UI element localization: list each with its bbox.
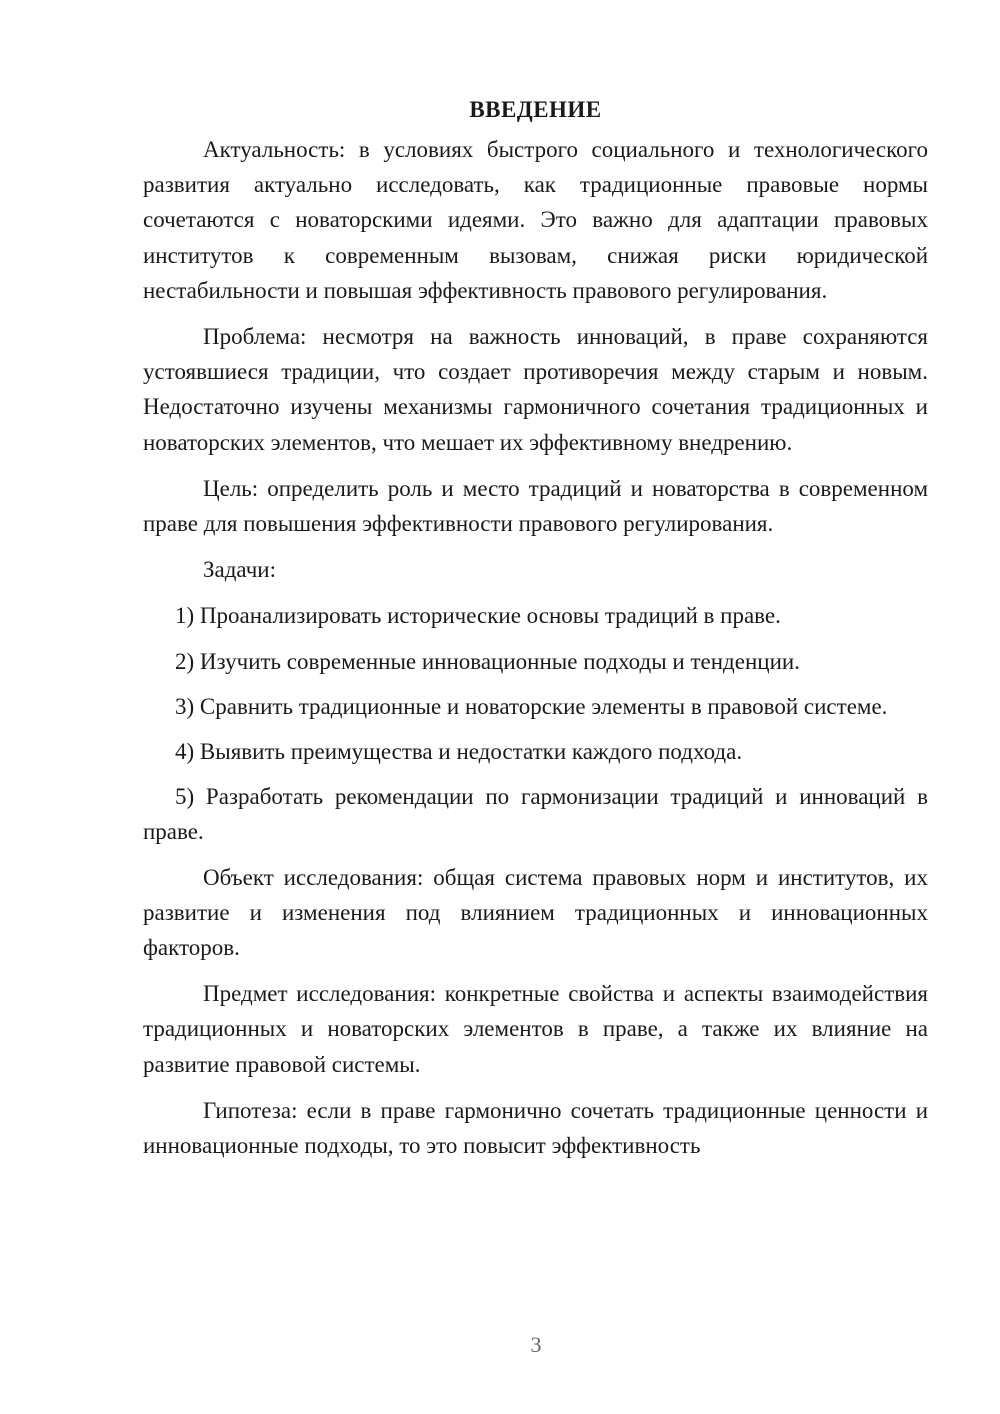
task-item: 4) Выявить преимущества и недостатки каждого подхода. xyxy=(175,739,743,765)
task-item: 2) Изучить современные инновационные подходы и тенденции. xyxy=(175,648,800,674)
relevance-paragraph: Актуальность: в условиях быстрого социального и технологического развития актуально исследовать, как традиционные правовые нормы сочетаются с новаторскими идеями. Это важно для адаптации правовых институтов к современным вызовам, снижая риски юридической нестабильности и повышая эффективность правового регулирования. xyxy=(143,137,928,303)
page-title: ВВЕДЕНИЕ xyxy=(469,97,602,122)
tasks-label: Задачи: xyxy=(203,557,276,583)
object-paragraph: Объект исследования: общая система правовых норм и институтов, их развитие и изменения под влиянием традиционных и инновационных факторов. xyxy=(143,864,928,961)
task-item: 1) Проанализировать исторические основы традиций в праве. xyxy=(175,603,781,629)
task-item: 3) Сравнить традиционные и новаторские элементы в правовой системе. xyxy=(175,693,888,719)
document-page xyxy=(143,92,928,1174)
subject-paragraph: Предмет исследования: конкретные свойства и аспекты взаимодействия традиционных и новаторских элементов в праве, а также их влияние на развитие правовой системы. xyxy=(143,981,928,1077)
page-number: 3 xyxy=(530,1332,542,1357)
hypothesis-paragraph: Гипотеза: если в праве гармонично сочетать традиционные ценности и инновационные подходы, то это повысит эффективность xyxy=(143,1097,928,1159)
problem-paragraph: Проблема: несмотря на важность инноваций, в праве сохраняются устоявшиеся традиции, что создает противоречия между старым и новым. Недостаточно изучены механизмы гармоничного сочетания традиционных и новаторских элементов, что мешает их эффективному внедрению. xyxy=(143,324,928,455)
task-item: 5) Разработать рекомендации по гармонизации традиций и инноваций в праве. xyxy=(143,784,928,845)
goal-paragraph: Цель: определить роль и место традиций и новаторства в современном праве для повышения эффективности правового регулирования. xyxy=(143,475,928,537)
